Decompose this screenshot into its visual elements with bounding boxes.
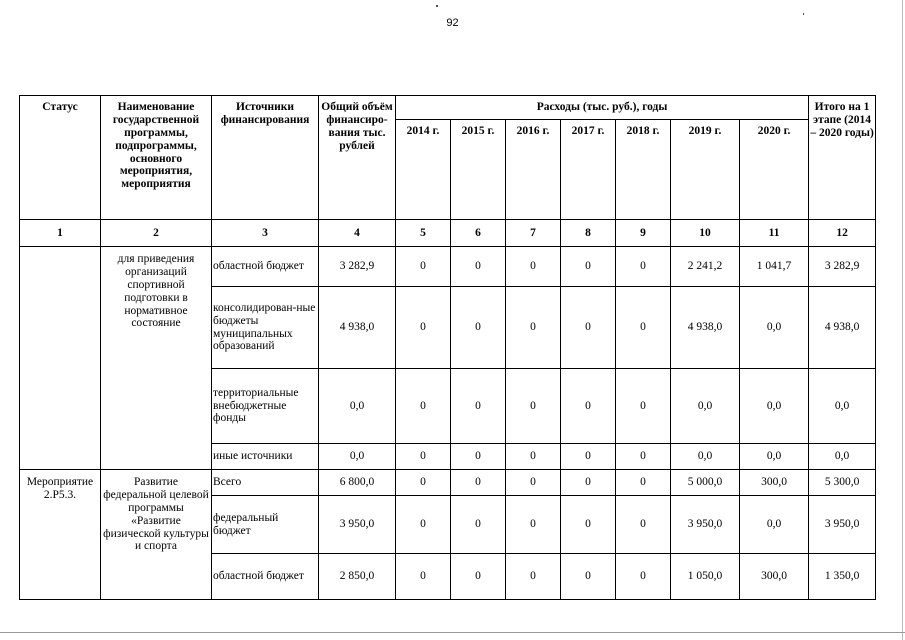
year-cell: 5 000,0 — [671, 470, 740, 496]
total-cell: 2 850,0 — [319, 554, 396, 600]
column-number: 2 — [101, 220, 212, 247]
year-cell: 0,0 — [740, 287, 809, 369]
source-cell: областной бюджет — [212, 554, 319, 600]
stage-total-cell: 3 282,9 — [809, 247, 876, 287]
stage-total-cell: 4 938,0 — [809, 287, 876, 369]
year-cell: 1 050,0 — [671, 554, 740, 600]
column-number: 11 — [740, 220, 809, 247]
header-year: 2020 г. — [740, 120, 809, 220]
year-cell: 0 — [451, 247, 506, 287]
header-year: 2014 г. — [396, 120, 451, 220]
year-cell: 1 041,7 — [740, 247, 809, 287]
year-cell: 0 — [451, 554, 506, 600]
year-cell: 0 — [451, 470, 506, 496]
year-cell: 0 — [561, 444, 616, 470]
header-year: 2019 г. — [671, 120, 740, 220]
program-name-cell: Развитие федеральной целевой программы «Развитие физической культуры и спорта — [101, 470, 212, 600]
source-cell: федеральный бюджет — [212, 496, 319, 554]
column-number: 8 — [561, 220, 616, 247]
total-cell: 3 282,9 — [319, 247, 396, 287]
year-cell: 0 — [506, 496, 561, 554]
year-cell: 0 — [616, 496, 671, 554]
header-expenses: Расходы (тыс. руб.), годы — [396, 96, 809, 120]
year-cell: 0 — [451, 496, 506, 554]
source-cell: Всего — [212, 470, 319, 496]
stage-total-cell: 0,0 — [809, 369, 876, 444]
year-cell: 0 — [506, 470, 561, 496]
total-cell: 0,0 — [319, 444, 396, 470]
total-cell: 4 938,0 — [319, 287, 396, 369]
column-number: 4 — [319, 220, 396, 247]
year-cell: 0 — [451, 369, 506, 444]
column-number: 10 — [671, 220, 740, 247]
year-cell: 3 950,0 — [671, 496, 740, 554]
column-number: 1 — [20, 220, 101, 247]
year-cell: 0 — [396, 444, 451, 470]
year-cell: 0 — [561, 496, 616, 554]
column-number: 9 — [616, 220, 671, 247]
stage-total-cell: 1 350,0 — [809, 554, 876, 600]
year-cell: 0 — [506, 444, 561, 470]
year-cell: 300,0 — [740, 470, 809, 496]
header-year: 2018 г. — [616, 120, 671, 220]
year-cell: 0 — [561, 287, 616, 369]
header-source: Источники финансирования — [212, 96, 319, 220]
year-cell: 0 — [561, 247, 616, 287]
year-cell: 300,0 — [740, 554, 809, 600]
source-cell: территориальные внебюджетные фонды — [212, 369, 319, 444]
stage-total-cell: 5 300,0 — [809, 470, 876, 496]
scan-speck — [803, 13, 804, 15]
status-cell — [20, 247, 101, 470]
column-number: 6 — [451, 220, 506, 247]
year-cell: 4 938,0 — [671, 287, 740, 369]
year-cell: 0 — [506, 554, 561, 600]
year-cell: 0 — [506, 287, 561, 369]
year-cell: 0 — [616, 470, 671, 496]
year-cell: 0,0 — [671, 444, 740, 470]
scan-edge-bottom — [0, 632, 905, 633]
year-cell: 0 — [616, 247, 671, 287]
header-year: 2017 г. — [561, 120, 616, 220]
column-number: 5 — [396, 220, 451, 247]
year-cell: 0 — [561, 470, 616, 496]
column-number: 7 — [506, 220, 561, 247]
total-cell: 0,0 — [319, 369, 396, 444]
year-cell: 0 — [616, 369, 671, 444]
header-stage-total: Итого на 1 этапе (2014 – 2020 годы) — [809, 96, 876, 220]
year-cell: 0,0 — [671, 369, 740, 444]
page-number: 92 — [446, 17, 459, 29]
year-cell: 0 — [616, 444, 671, 470]
year-cell: 0,0 — [740, 496, 809, 554]
year-cell: 0 — [396, 287, 451, 369]
year-cell: 0 — [561, 369, 616, 444]
year-cell: 2 241,2 — [671, 247, 740, 287]
year-cell: 0 — [396, 247, 451, 287]
year-cell: 0 — [616, 287, 671, 369]
header-total: Общий объём финансиро-вания тыс. рублей — [319, 96, 396, 220]
year-cell: 0 — [451, 444, 506, 470]
year-cell: 0 — [561, 554, 616, 600]
scan-speck — [436, 5, 438, 7]
year-cell: 0 — [396, 470, 451, 496]
source-cell: иные источники — [212, 444, 319, 470]
year-cell: 0 — [396, 369, 451, 444]
scan-edge-right — [902, 0, 903, 640]
year-cell: 0,0 — [740, 369, 809, 444]
year-cell: 0 — [506, 369, 561, 444]
status-cell: Мероприятие 2.Р5.3. — [20, 470, 101, 600]
source-cell: областной бюджет — [212, 247, 319, 287]
header-year: 2016 г. — [506, 120, 561, 220]
year-cell: 0 — [396, 554, 451, 600]
budget-table — [19, 95, 876, 600]
table-row — [20, 470, 876, 496]
column-number: 3 — [212, 220, 319, 247]
total-cell: 3 950,0 — [319, 496, 396, 554]
column-number: 12 — [809, 220, 876, 247]
year-cell: 0 — [506, 247, 561, 287]
table-row — [20, 247, 876, 287]
stage-total-cell: 3 950,0 — [809, 496, 876, 554]
source-cell: консолидирован-ные бюджеты муниципальных образований — [212, 287, 319, 369]
year-cell: 0 — [396, 496, 451, 554]
total-cell: 6 800,0 — [319, 470, 396, 496]
year-cell: 0 — [451, 287, 506, 369]
header-year: 2015 г. — [451, 120, 506, 220]
year-cell: 0 — [616, 554, 671, 600]
header-name: Наименование государственной программы, подпрограммы, основного мероприятия, мероприятия — [101, 96, 212, 220]
header-status: Статус — [20, 96, 101, 220]
year-cell: 0,0 — [740, 444, 809, 470]
program-name-cell: для приведения организаций спортивной подготовки в нормативное состояние — [101, 247, 212, 470]
stage-total-cell: 0,0 — [809, 444, 876, 470]
